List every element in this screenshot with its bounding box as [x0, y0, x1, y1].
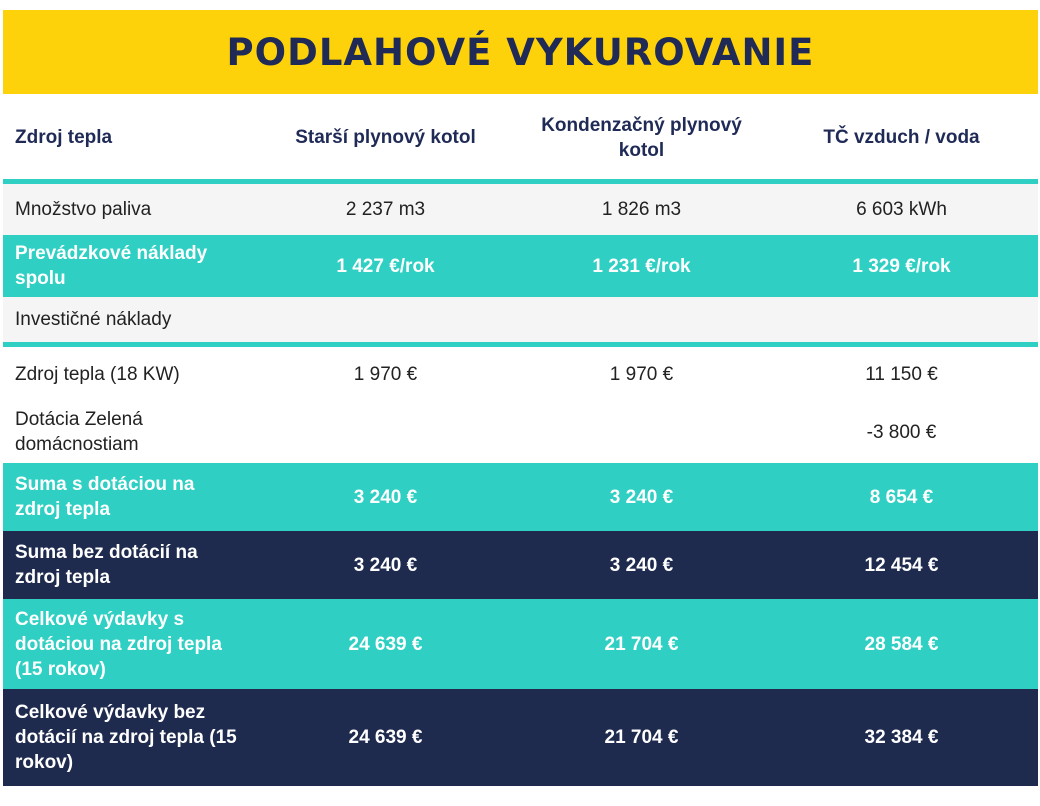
- row-label: Investičné náklady: [3, 297, 253, 345]
- row-label: Celkové výdavky bez dotácií na zdroj tepla (15 rokov): [3, 689, 253, 786]
- header-col-older-gas-boiler: Starší plynový kotol: [253, 96, 518, 182]
- row-label: Celkové výdavky s dotáciou na zdroj tepla (15 rokov): [3, 599, 253, 689]
- page-title: PODLAHOVÉ VYKUROVANIE: [226, 30, 815, 74]
- cell-value: 3 240 €: [253, 463, 518, 531]
- table-header-row: [3, 96, 1038, 182]
- cell-value: 1 427 €/rok: [253, 235, 518, 297]
- row-label: Zdroj tepla (18 KW): [3, 345, 253, 402]
- table-row-total-with-subsidy: [3, 599, 1038, 689]
- table-row-fuel-amount: [3, 182, 1038, 236]
- table-row-investment-costs: [3, 297, 1038, 345]
- cell-value: 21 704 €: [518, 689, 765, 786]
- cell-value: 2 237 m3: [253, 182, 518, 236]
- cell-value: 12 454 €: [765, 531, 1038, 599]
- row-label: Dotácia Zelená domácnostiam: [3, 401, 253, 463]
- cell-value: 8 654 €: [765, 463, 1038, 531]
- cell-value: 3 240 €: [518, 463, 765, 531]
- cell-value: 3 240 €: [253, 531, 518, 599]
- comparison-table: [3, 96, 1038, 786]
- cell-value: [253, 401, 518, 463]
- title-banner: [3, 10, 1038, 94]
- cell-value: 6 603 kWh: [765, 182, 1038, 236]
- table-row-heat-source: [3, 345, 1038, 402]
- cell-value: 1 231 €/rok: [518, 235, 765, 297]
- cell-value: 28 584 €: [765, 599, 1038, 689]
- cell-value: -3 800 €: [765, 401, 1038, 463]
- cell-value: 1 826 m3: [518, 182, 765, 236]
- header-label: Zdroj tepla: [3, 96, 253, 182]
- row-label: Suma bez dotácií na zdroj tepla: [3, 531, 253, 599]
- row-label: Suma s dotáciou na zdroj tepla: [3, 463, 253, 531]
- cell-value: 1 970 €: [518, 345, 765, 402]
- header-col-heat-pump: TČ vzduch / voda: [765, 96, 1038, 182]
- table-row-sum-with-subsidy: [3, 463, 1038, 531]
- cell-value: [765, 297, 1038, 345]
- row-label: Množstvo paliva: [3, 182, 253, 236]
- cell-value: [518, 401, 765, 463]
- cell-value: [253, 297, 518, 345]
- cell-value: 24 639 €: [253, 599, 518, 689]
- cell-value: 11 150 €: [765, 345, 1038, 402]
- table-row-total-without-subsidy: [3, 689, 1038, 786]
- cell-value: [518, 297, 765, 345]
- cell-value: 21 704 €: [518, 599, 765, 689]
- cell-value: 3 240 €: [518, 531, 765, 599]
- cell-value: 32 384 €: [765, 689, 1038, 786]
- table-row-subsidy: [3, 401, 1038, 463]
- header-col-condensing-boiler: Kondenzačný plynový kotol: [518, 96, 765, 182]
- table-row-sum-without-subsidy: [3, 531, 1038, 599]
- cell-value: 1 329 €/rok: [765, 235, 1038, 297]
- cell-value: 24 639 €: [253, 689, 518, 786]
- row-label: Prevádzkové náklady spolu: [3, 235, 253, 297]
- table-row-operating-costs: [3, 235, 1038, 297]
- cell-value: 1 970 €: [253, 345, 518, 402]
